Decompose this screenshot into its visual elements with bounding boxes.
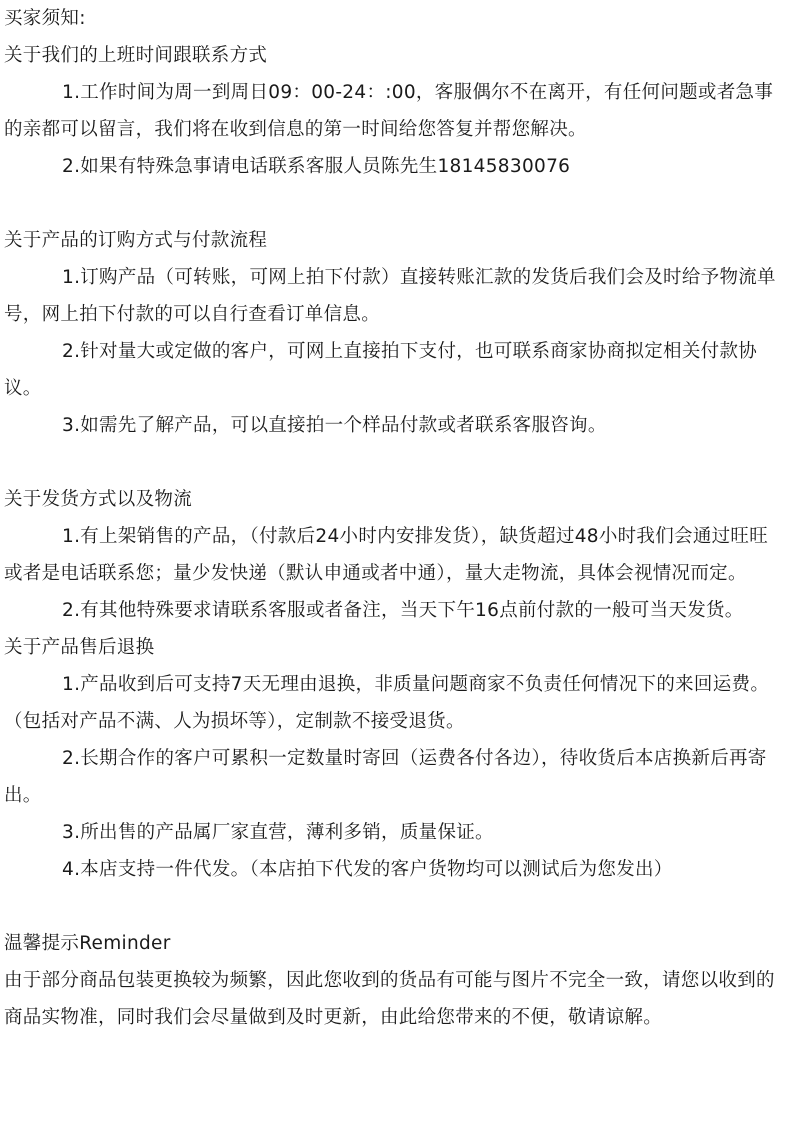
spacer xyxy=(4,888,784,925)
spacer xyxy=(4,185,784,222)
section-item: 4.本店支持一件代发。（本店拍下代发的客户货物均可以测试后为您发出） xyxy=(62,859,673,880)
section-heading: 关于产品的订购方式与付款流程 xyxy=(4,230,268,251)
section-item: 2.如果有特殊急事请电话联系客服人员陈先生18145830076 xyxy=(62,156,571,177)
section-item: 1.工作时间为周一到周日09：00-24：:00，客服偶尔不在离开，有任何问题或者急事的亲都可以留言，我们将在收到信息的第一时间给您答复并帮您解决。 xyxy=(4,82,774,140)
reminder-body: 由于部分商品包装更换较为频繁，因此您收到的货品有可能与图片不完全一致，请您以收到的商品实物准，同时我们会尽量做到及时更新，由此给您带来的不便，敬请谅解。 xyxy=(4,970,775,1028)
section-contact xyxy=(4,37,784,185)
section-item: 1.有上架销售的产品，（付款后24小时内安排发货），缺货超过48小时我们会通过旺旺或者是电话联系您；量少发快递（默认申通或者中通），量大走物流，具体会视情况而定。 xyxy=(4,526,769,584)
section-item: 1.产品收到后可支持7天无理由退换，非质量问题商家不负责任何情况下的来回运费。（包括对产品不满、人为损坏等），定制款不接受退货。 xyxy=(4,674,770,732)
section-heading: 关于我们的上班时间跟联系方式 xyxy=(4,45,268,66)
section-item: 2.长期合作的客户可累积一定数量时寄回（运费各付各边），待收货后本店换新后再寄出。 xyxy=(4,748,767,806)
reminder-heading: 温馨提示Reminder xyxy=(4,933,171,954)
section-heading: 关于产品售后退换 xyxy=(4,637,155,658)
section-ordering xyxy=(4,222,784,444)
section-item: 2.有其他特殊要求请联系客服或者备注，当天下午16点前付款的一般可当天发货。 xyxy=(62,600,744,621)
section-reminder xyxy=(4,925,784,1036)
spacer xyxy=(4,444,784,481)
document-title: 买家须知: xyxy=(4,8,86,29)
section-item: 3.如需先了解产品，可以直接拍一个样品付款或者联系客服咨询。 xyxy=(62,415,607,436)
section-shipping xyxy=(4,481,784,629)
section-heading: 关于发货方式以及物流 xyxy=(4,489,193,510)
section-item: 2.针对量大或定做的客户，可网上直接拍下支付，也可联系商家协商拟定相关付款协议。 xyxy=(4,341,758,399)
section-item: 1.订购产品（可转账，可网上拍下付款）直接转账汇款的发货后我们会及时给予物流单号，网上拍下付款的可以自行查看订单信息。 xyxy=(4,267,776,325)
section-after-sales xyxy=(4,629,784,888)
section-item: 3.所出售的产品属厂家直营，薄利多销，质量保证。 xyxy=(62,822,494,843)
